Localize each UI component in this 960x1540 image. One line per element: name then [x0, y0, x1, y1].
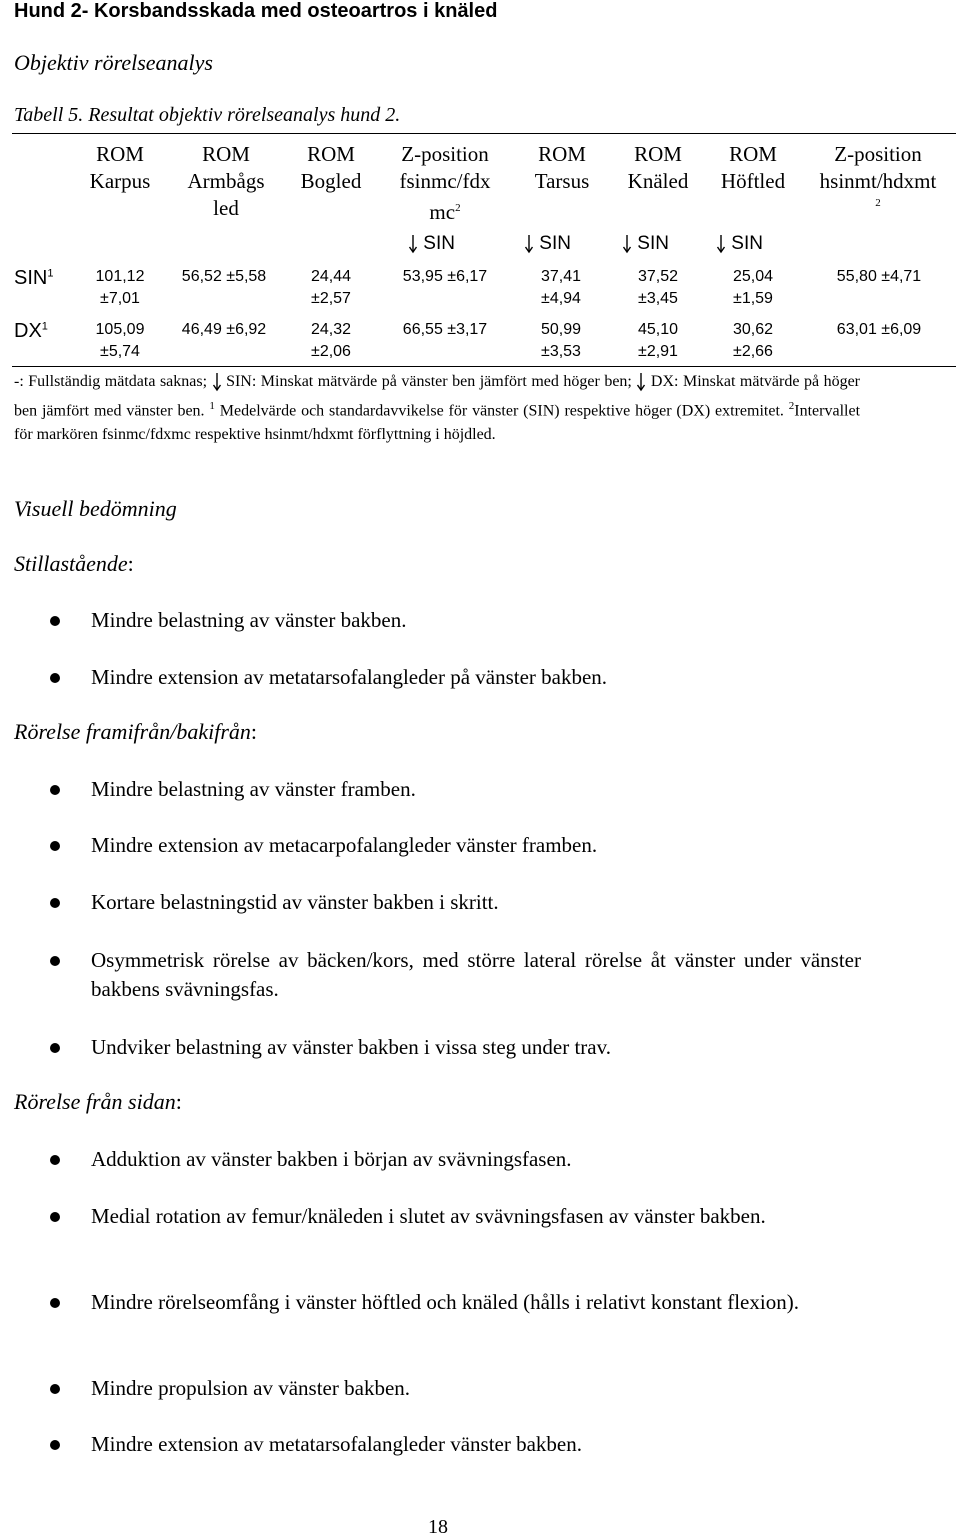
col-header-z-position-hsinmt: Z-position hsinmt/hdxmt 2: [819, 142, 937, 209]
bullet-icon: [50, 673, 60, 683]
bullet-icon: [50, 616, 60, 626]
bullet-icon: [50, 1298, 60, 1308]
col-header-rom-hoftled: ROM Höftled: [720, 142, 786, 193]
bullet-icon: [50, 1043, 60, 1053]
col-header-rom-karpus: ROM Karpus: [89, 142, 151, 193]
bullet-icon: [50, 841, 60, 851]
cell-dx-karpus: 105,09 ±5,74: [95, 321, 145, 360]
cell-sin-armbagsled: 56,52 ±5,58: [181, 268, 267, 285]
cell-dx-bogled: 24,32 ±2,06: [310, 321, 352, 360]
sin-label-hoftled: SIN: [716, 233, 763, 255]
cell-dx-tarsus: 50,99 ±3,53: [540, 321, 582, 360]
cell-sin-zpos-hsinmt: 55,80 ±4,71: [836, 268, 922, 285]
table-bottom-rule: [12, 366, 956, 367]
bullet-icon: [50, 1440, 60, 1450]
col-header-z-position-fsinmc: Z-position fsinmc/fdx $mc^2$: [399, 142, 491, 224]
row-label-sin: SIN$^1$: [14, 267, 54, 289]
down-arrow-icon: [524, 234, 534, 254]
table-top-rule: [12, 133, 956, 134]
list-item: Mindre extension av metacarpofalangleder vänster framben.: [91, 833, 598, 857]
bullet-icon: [50, 898, 60, 908]
col-header-rom-armbagsled: ROM Armbågs led: [187, 142, 265, 220]
down-arrow-icon: [622, 234, 632, 254]
row-label-dx: $DX^1$: [14, 320, 48, 342]
bullet-icon: [50, 1155, 60, 1165]
list-item: Mindre extension av metatarsofalangleder på vänster bakben.: [91, 665, 608, 689]
section-title-objective: Objektiv rörelseanalys: [14, 50, 213, 75]
down-arrow-icon: [212, 372, 222, 392]
group-title-side: Rörelse från sidan:: [14, 1089, 182, 1114]
col-header-rom-knaled: ROM Knäled: [627, 142, 689, 193]
list-item: Mindre propulsion av vänster bakben.: [91, 1376, 411, 1400]
page-heading: Hund 2- Korsbandsskada med osteoartros i knäled: [14, 0, 498, 22]
col-header-rom-bogled: ROM Bogled: [300, 142, 362, 193]
list-item: Kortare belastningstid av vänster bakben i skritt.: [91, 890, 499, 914]
group-title-front-back: Rörelse framifrån/bakifrån:: [14, 719, 258, 744]
cell-sin-zpos-fsinmc: 53,95 ±6,17: [402, 268, 488, 285]
bullet-icon: [50, 956, 60, 966]
sin-label-tarsus: SIN: [524, 233, 571, 255]
list-item: Undviker belastning av vänster bakben i vissa steg under trav.: [91, 1035, 611, 1059]
page-number: 18: [428, 1516, 448, 1538]
cell-sin-karpus: 101,12 ±7,01: [95, 268, 145, 307]
cell-dx-zpos-hsinmt: 63,01 ±6,09: [836, 321, 922, 338]
table-caption: Tabell 5. Resultat objektiv rörelseanalys hund 2.: [14, 104, 401, 126]
list-item: Mindre belastning av vänster framben.: [91, 777, 416, 801]
list-item: Adduktion av vänster bakben i början av svävningsfasen.: [91, 1147, 572, 1171]
bullet-icon: [50, 1384, 60, 1394]
col-header-rom-tarsus: ROM Tarsus: [534, 142, 590, 193]
table-footnote: -: Fullständig mätdata saknas; SIN: Minskat mätvärde på vänster ben jämfört med höger ben; DX: Minskat mätvärde på höger ben jämfört med vänster ben. $^1$ Medelvärde och standardavvikelse för vänster (SIN) respektive höger (DX) extremitet. $^2$Intervallet för markören fsinmc/fdxmc respektive hsinmt/hdxmt förflyttning i höjdled.: [14, 373, 861, 444]
list-item: Mindre rörelseomfång i vänster höftled och knäled (hålls i relativt konstant flexion).: [91, 1290, 799, 1314]
cell-sin-knaled: 37,52 ±3,45: [637, 268, 679, 307]
down-arrow-icon: [636, 372, 646, 392]
cell-dx-zpos-fsinmc: 66,55 ±3,17: [402, 321, 488, 338]
bullet-icon: [50, 785, 60, 795]
sin-label-zpos: SIN: [408, 233, 455, 255]
list-item: Mindre extension av metatarsofalangleder vänster bakben.: [91, 1432, 582, 1456]
cell-sin-bogled: 24,44 ±2,57: [310, 268, 352, 307]
cell-sin-tarsus: 37,41 ±4,94: [540, 268, 582, 307]
sin-label-knaled: SIN: [622, 233, 669, 255]
list-item: Osymmetrisk rörelse av bäcken/kors, med större lateral rörelse åt vänster under vänster bakbens svävningsfas.: [91, 948, 861, 1001]
down-arrow-icon: [408, 234, 418, 254]
cell-dx-knaled: 45,10 ±2,91: [637, 321, 679, 360]
list-item: Mindre belastning av vänster bakben.: [91, 608, 407, 632]
group-title-standing: Stillastående:: [14, 551, 134, 576]
down-arrow-icon: [716, 234, 726, 254]
cell-sin-hoftled: 25,04 ±1,59: [732, 268, 774, 307]
cell-dx-hoftled: 30,62 ±2,66: [732, 321, 774, 360]
list-item: Medial rotation av femur/knäleden i slutet av svävningsfasen av vänster bakben.: [91, 1204, 766, 1228]
cell-dx-armbagsled: 46,49 ±6,92: [181, 321, 267, 338]
bullet-icon: [50, 1212, 60, 1222]
section-title-visual: Visuell bedömning: [14, 496, 177, 521]
